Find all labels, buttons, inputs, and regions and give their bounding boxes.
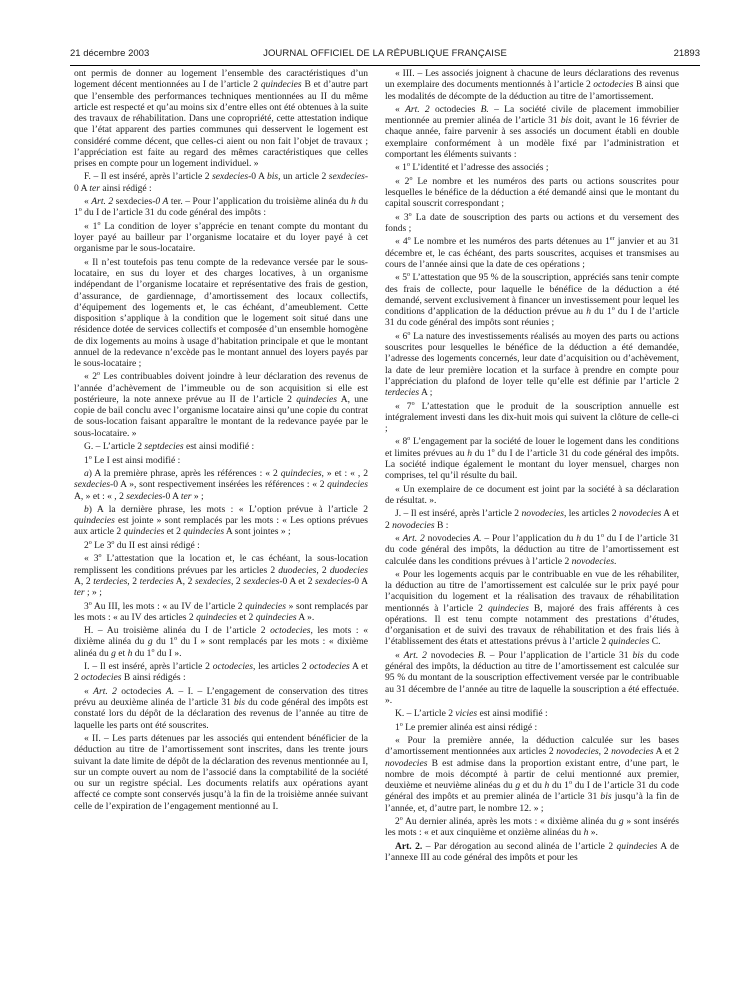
page-header: [70, 48, 700, 66]
paragraph: b) A la dernière phrase, les mots : « L’option prévue à l’article 2 quindecies est jointe » sont remplacés par les mots : « Les options prévues aux article 2 quindecies et 2 quindecies A sont jointes » ;: [74, 503, 368, 538]
paragraph: « III. – Les associés joignent à chacune de leurs déclarations des revenus un exemplaire des documents mentionnés à l’article 2 octodecies B ainsi que les modalités de décompte de la déduction au titre de l’amortissement.: [385, 68, 679, 102]
paragraph: H. – Au troisième alinéa du I de l’article 2 octodecies, les mots : « dixième alinéa du g du 1$^o$ du I » sont remplacés par les mots : « dixième alinéa du g et h du 1$^o$ du I ».: [74, 625, 368, 659]
paragraph: I. – Il est inséré, après l’article 2 octodecies, les articles 2 octodecies A et 2 octodecies B ainsi rédigés :: [74, 661, 368, 684]
paragraph: « Art. 2 novodecies B. – Pour l’application de l’article 31 bis du code général des impôts, la déduction au titre de l’amortissement est calculée sur 95 % du montant de la souscription effectivement versée par le contribuable au 31 décembre de l’année au titre de laquelle la souscription a été effectuée. ».: [385, 649, 679, 706]
paragraph: 2$^o$ Le 3$^o$ du II est ainsi rédigé :: [84, 539, 200, 551]
paragraph: a) A la première phrase, après les références : « 2 quindecies, » et : « , 2 sexdecies-0 A », sont respectivement insérées les références : « 2 quindecies A, » et : « , 2 sexdecies-0 A ter » ;: [74, 468, 368, 502]
paragraph: « 4$^o$ Le nombre et les numéros des parts détenues au 1er janvier et au 31 décembre et, le cas échéant, des parts souscrites, acquises et transmises au cours de l’année ainsi que la date de ces opérations ;: [385, 236, 679, 270]
paragraph: « 5$^o$ L’attestation que 95 % de la souscription, appréciés sans tenir compte des frais de collecte, pour laquelle le bénéfice de la déduction a été demandé, servent exclusivement à financer un investissement pour lequel les conditions d’application de la déduction prévue au h du 1$^o$ du I de l’article 31 du code général des impôts sont réunies ;: [385, 272, 679, 329]
paragraph: F. – Il est inséré, après l’article 2 sexdecies-0 A bis, un article 2 sexdecies-0 A ter ainsi rédigé :: [74, 171, 368, 194]
paragraph: « 8$^o$ L’engagement par la société de louer le logement dans les conditions et limites prévues au h du 1$^o$ du I de l’article 31 du code général des impôts. La société indique également le montant du loyer mensuel, charges non comprises, tel qu’il résulte du bail.: [385, 436, 679, 482]
paragraph: 1$^o$ Le premier alinéa est ainsi rédigé :: [395, 721, 538, 733]
right-column: [385, 68, 679, 968]
paragraph: « Pour les logements acquis par le contribuable en vue de les réhabiliter, la déduction au titre de l’amortissement est calculée sur le prix payé pour l’acquisition du logement et la réalisation des travaux de réhabilitation mentionnés à l’article 2 quindecies B, majoré des frais afférents à ces opérations. Il est tenu compte notamment des prestations d’études, d’organisation et de suivi des travaux de réhabilitation et des frais liés à l’établissement des états et attestations prévus à l’article 2 quindecies C.: [385, 568, 679, 648]
paragraph: « 1$^o$ La condition de loyer s’apprécie en tenant compte du montant du loyer payé au bailleur par l’organisme locataire et du loyer payé à cet organisme par le sous-locataire.: [74, 220, 368, 255]
left-column: [74, 68, 368, 968]
paragraph: « 2$^o$ Les contribuables doivent joindre à leur déclaration des revenus de l’année d’achèvement de l’immeuble ou de son acquisition si elle est postérieure, la note annexe prévue au II de l’article 2 quindecies A, une copie de bail conclu avec l’organisme locataire ainsi qu’une copie du contrat de sous-location faisant apparaître le montant de la redevance payée par le sous-locataire. »: [74, 371, 368, 439]
paragraph: 2$^o$ Au dernier alinéa, après les mots : « dixième alinéa du g » sont insérés les mots : « et aux cinquième et onzième alinéas du h ».: [385, 815, 679, 839]
paragraph: « 6$^o$ La nature des investissements réalisés au moyen des parts ou actions souscrites pour lesquelles le bénéfice de la déduction a été demandée, l’adresse des logements concernés, leur date d’acquisition ou d’achèvement, la date de leur première location et la surface à prendre en compte pour l’appréciation du plafond de loyer telle qu’elle est définie par l’article 2 terdecies A ;: [385, 330, 679, 399]
paragraph: ont permis de donner au logement l’ensemble des caractéristiques d’un logement décent mentionnées au I de l’article 2 quindecies B et d’autre part que l’ensemble des performances techniques mentionnées au II du même article est respecté et qu’au moins six d’entre elles ont été obtenues à la suite des travaux de réhabilitation. Dans une copropriété, cette attestation indique que l’état apparent des parties communes qui desservent le logement est considéré comme décent, que celles-ci aient ou non fait l’objet de travaux ; l’appréciation est faite au regard des mêmes caractéristiques que celles prises en compte pour un logement individuel. »: [74, 68, 368, 169]
header-date: 21 décembre 2003: [70, 48, 150, 59]
paragraph: 3$^o$ Au III, les mots : « au IV de l’article 2 quindecies » sont remplacés par les mots : « au IV des articles 2 quindecies et 2 quindecies A ».: [74, 600, 368, 623]
paragraph: K. – L’article 2 vicies est ainsi modifié :: [395, 708, 548, 720]
paragraph: 1$^o$ Le I est ainsi modifié :: [84, 454, 181, 466]
paragraph: « Pour la première année, la déduction calculée sur les bases d’amortissement mentionnées aux articles 2 novodecies, 2 novodecies A et 2 novodecies B est admise dans la proportion existant entre, d’une part, le nombre de mois décompté à partir de celui mentionné aux premier, deuxième et neuvième alinéas du g et du h du 1$^o$ du I de l’article 31 du code général des impôts et au premier alinéa de l’article 31 bis jusqu’à la fin de l’année, et, d’autre part, le nombre 12. » ;: [385, 735, 679, 814]
paragraph: « II. – Les parts détenues par les associés qui entendent bénéficier de la déduction au titre de l’amortissement sont inscrites, dans les trente jours suivant la date limite de dépôt de la déclaration des revenus mentionnée au I, sur un compte ouvert au nom de l’associé dans la comptabilité de la société ou sur un registre spécial. Les documents relatifs aux opérations ayant affecté ce compte sont conservés jusqu’à la fin de la troisième année suivant celle de l’expiration de l’engagement mentionné au I.: [74, 733, 368, 812]
paragraph: « Art. 2 octodecies A. – I. – L’engagement de conservation des titres prévu au deuxième alinéa de l’article 31 bis du code général des impôts est constaté lors du dépôt de la déclaration des revenus de l’année au titre de laquelle les parts ont été souscrites.: [74, 685, 368, 731]
paragraph: « 2$^o$ Le nombre et les numéros des parts ou actions souscrites pour lesquelles le bénéfice de la déduction a été demandé ainsi que le montant du capital souscrit correspondant ;: [385, 175, 679, 210]
paragraph: J. – Il est inséré, après l’article 2 novodecies, les articles 2 novodecies A et 2 novodecies B :: [385, 508, 679, 531]
paragraph: « Art. 2 octodecies B. – La société civile de placement immobilier mentionnée au premier alinéa de l’article 31 bis doit, avant le 16 février de chaque année, faire parvenir à ses associés un document établi en double exemplaire conformément à un modèle fixé par l’administration et comportant les éléments suivants :: [385, 103, 679, 160]
paragraph: Art. 2. – Par dérogation au second alinéa de l’article 2 quindecies A de l’annexe III au code général des impôts et pour les: [385, 840, 679, 864]
paragraph: « 1$^o$ L’identité et l’adresse des associés ;: [395, 162, 549, 174]
paragraph: « 3$^o$ L’attestation que la location et, le cas échéant, la sous-location remplissent les conditions prévues par les articles 2 duodecies, 2 duodecies A, 2 terdecies, 2 terdecies A, 2 sexdecies, 2 sexdecies-0 A et 2 sexdecies-0 A ter ; » ;: [74, 553, 368, 599]
paragraph: « Il n’est toutefois pas tenu compte de la redevance versée par le sous-locataire, en sus du loyer et des charges locatives, à un organisme indépendant de l’organisme locataire et représentative des frais de gestion, d’assurance, de gardiennage, d’amortissement des locaux collectifs, d’équipement des logements et, le cas échéant, d’ameublement. Cette disposition s’applique à la condition que le logement soit situé dans une résidence dotée de services collectifs et composée d’un ensemble homogène de dix logements au moins à usage d’habitation principale et que le montant annuel de la redevance n’excède pas le montant annuel des loyers payés par le sous-locataire ;: [74, 256, 368, 369]
paragraph: « 3$^o$ La date de souscription des parts ou actions et du versement des fonds ;: [385, 211, 679, 234]
paragraph: « Art. 2 sexdecies-0 A ter. – Pour l’application du troisième alinéa du h du 1$^o$ du I de l’article 31 du code général des impôts :: [74, 196, 368, 219]
header-rule: [70, 65, 700, 66]
paragraph: G. – L’article 2 septdecies est ainsi modifié :: [84, 441, 255, 453]
journal-title: JOURNAL OFFICIEL DE LA RÉPUBLIQUE FRANÇAISE: [263, 48, 507, 59]
paragraph: « 7$^o$ L’attestation que le produit de la souscription annuelle est intégralement investi dans les dix-huit mois qui suivent la clôture de celle-ci ;: [385, 400, 679, 434]
paragraph: « Art. 2 novodecies A. – Pour l’application du h du 1$^o$ du I de l’article 31 du code général des impôts, la déduction au titre de l’amortissement est calculée dans les conditions prévues à l’article 2 novodecies.: [385, 532, 679, 567]
paragraph: « Un exemplaire de ce document est joint par la société à sa déclaration de résultat. ».: [385, 483, 679, 506]
page-number: 21893: [673, 48, 700, 59]
